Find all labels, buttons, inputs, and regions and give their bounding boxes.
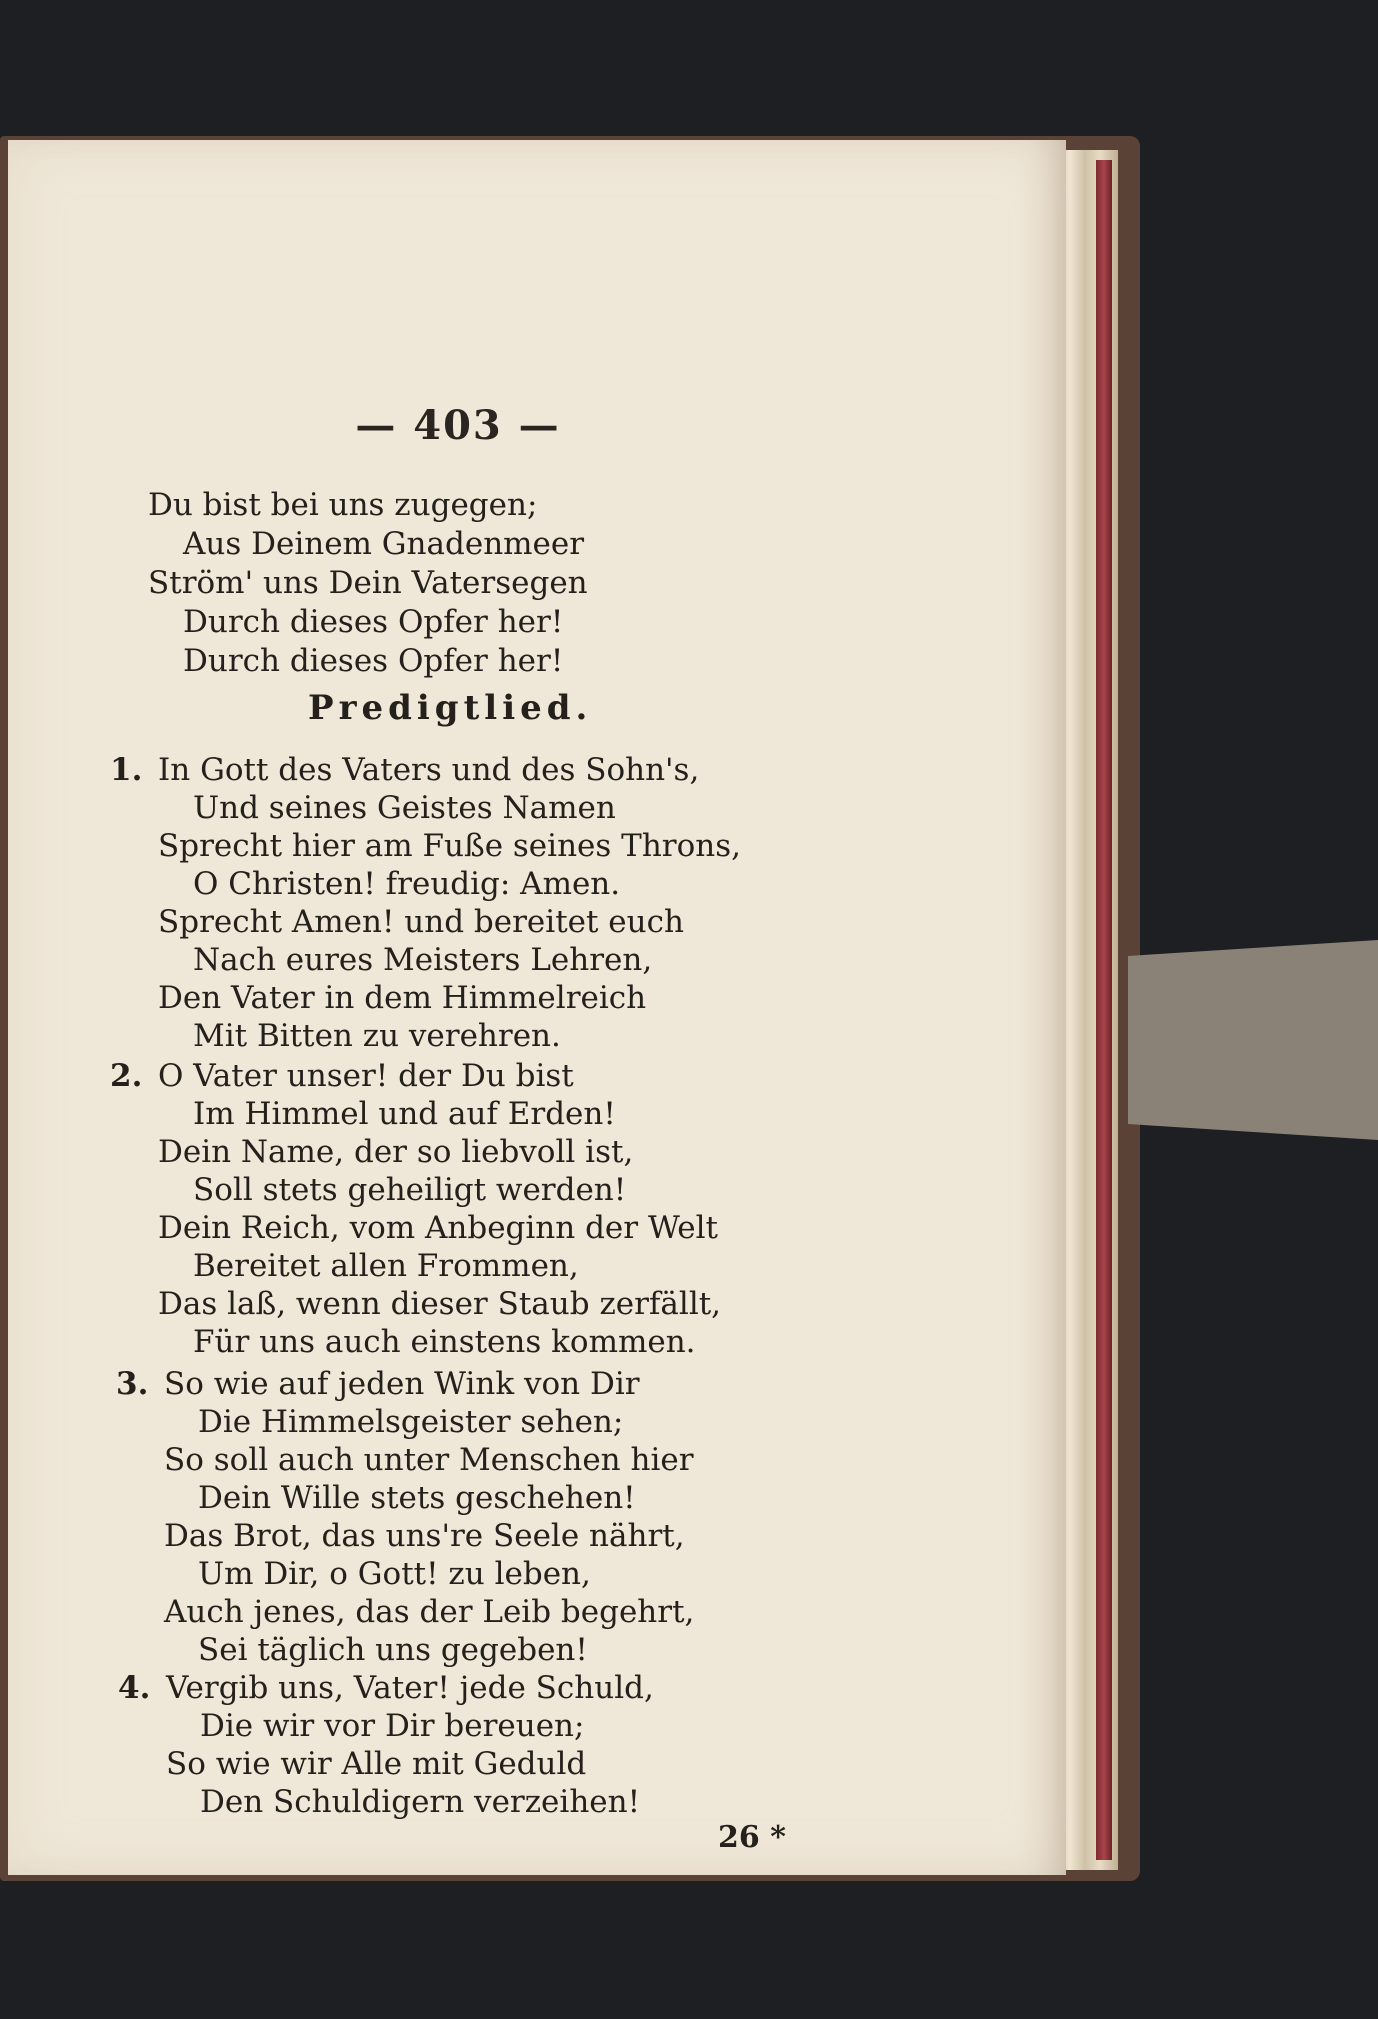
text-line: Ström' uns Dein Vatersegen [148, 565, 588, 601]
text-line: Sprecht hier am Fuße seines Throns, [158, 828, 741, 864]
text-line: In Gott des Vaters und des Sohn's, [158, 752, 700, 788]
text-line: Durch dieses Opfer her! [183, 643, 564, 679]
section-heading: Predigtlied. [308, 688, 593, 728]
text-line: Nach eures Meisters Lehren, [193, 942, 653, 978]
page-number: — 403 — [355, 402, 561, 449]
text-line: Dein Wille stets geschehen! [198, 1480, 636, 1516]
text-line: Bereitet allen Frommen, [193, 1248, 579, 1284]
text-line: Die wir vor Dir bereuen; [200, 1708, 585, 1744]
text-line: Dein Name, der so liebvoll ist, [158, 1134, 634, 1170]
text-line: O Vater unser! der Du bist [158, 1058, 574, 1094]
text-line: Sprecht Amen! und bereitet euch [158, 904, 684, 940]
stanza-number: 3. [116, 1366, 149, 1402]
text-line: Du bist bei uns zugegen; [148, 487, 538, 523]
red-page-edge [1096, 160, 1112, 1860]
text-line: Das laß, wenn dieser Staub zerfällt, [158, 1286, 722, 1322]
text-line: Im Himmel und auf Erden! [193, 1096, 616, 1132]
text-line: Soll stets geheiligt werden! [193, 1172, 627, 1208]
text-line: Das Brot, das uns're Seele nährt, [164, 1518, 685, 1554]
stanza-number: 4. [118, 1670, 151, 1706]
book-page [8, 140, 1066, 1875]
text-line: Aus Deinem Gnadenmeer [183, 526, 585, 562]
metal-clasp [1128, 940, 1378, 1140]
text-line: Den Vater in dem Himmelreich [158, 980, 647, 1016]
text-line: So soll auch unter Menschen hier [164, 1442, 694, 1478]
stanza-number: 1. [110, 752, 143, 788]
text-line: So wie auf jeden Wink von Dir [164, 1366, 640, 1402]
text-line: Für uns auch einstens kommen. [193, 1324, 696, 1360]
text-line: Vergib uns, Vater! jede Schuld, [166, 1670, 654, 1706]
text-line: Die Himmelsgeister sehen; [198, 1404, 624, 1440]
text-line: Mit Bitten zu verehren. [193, 1018, 561, 1054]
text-line: Den Schuldigern verzeihen! [200, 1784, 641, 1820]
text-line: Um Dir, o Gott! zu leben, [198, 1556, 591, 1592]
page-text [8, 140, 1066, 1875]
text-line: So wie wir Alle mit Geduld [166, 1746, 587, 1782]
text-line: Sei täglich uns gegeben! [198, 1632, 588, 1668]
text-line: Dein Reich, vom Anbeginn der Welt [158, 1210, 718, 1246]
text-line: Durch dieses Opfer her! [183, 604, 564, 640]
signature-mark: 26 * [718, 1820, 786, 1855]
stanza-number: 2. [110, 1058, 143, 1094]
text-line: O Christen! freudig: Amen. [193, 866, 621, 902]
text-line: Und seines Geistes Namen [193, 790, 616, 826]
text-line: Auch jenes, das der Leib begehrt, [164, 1594, 695, 1630]
